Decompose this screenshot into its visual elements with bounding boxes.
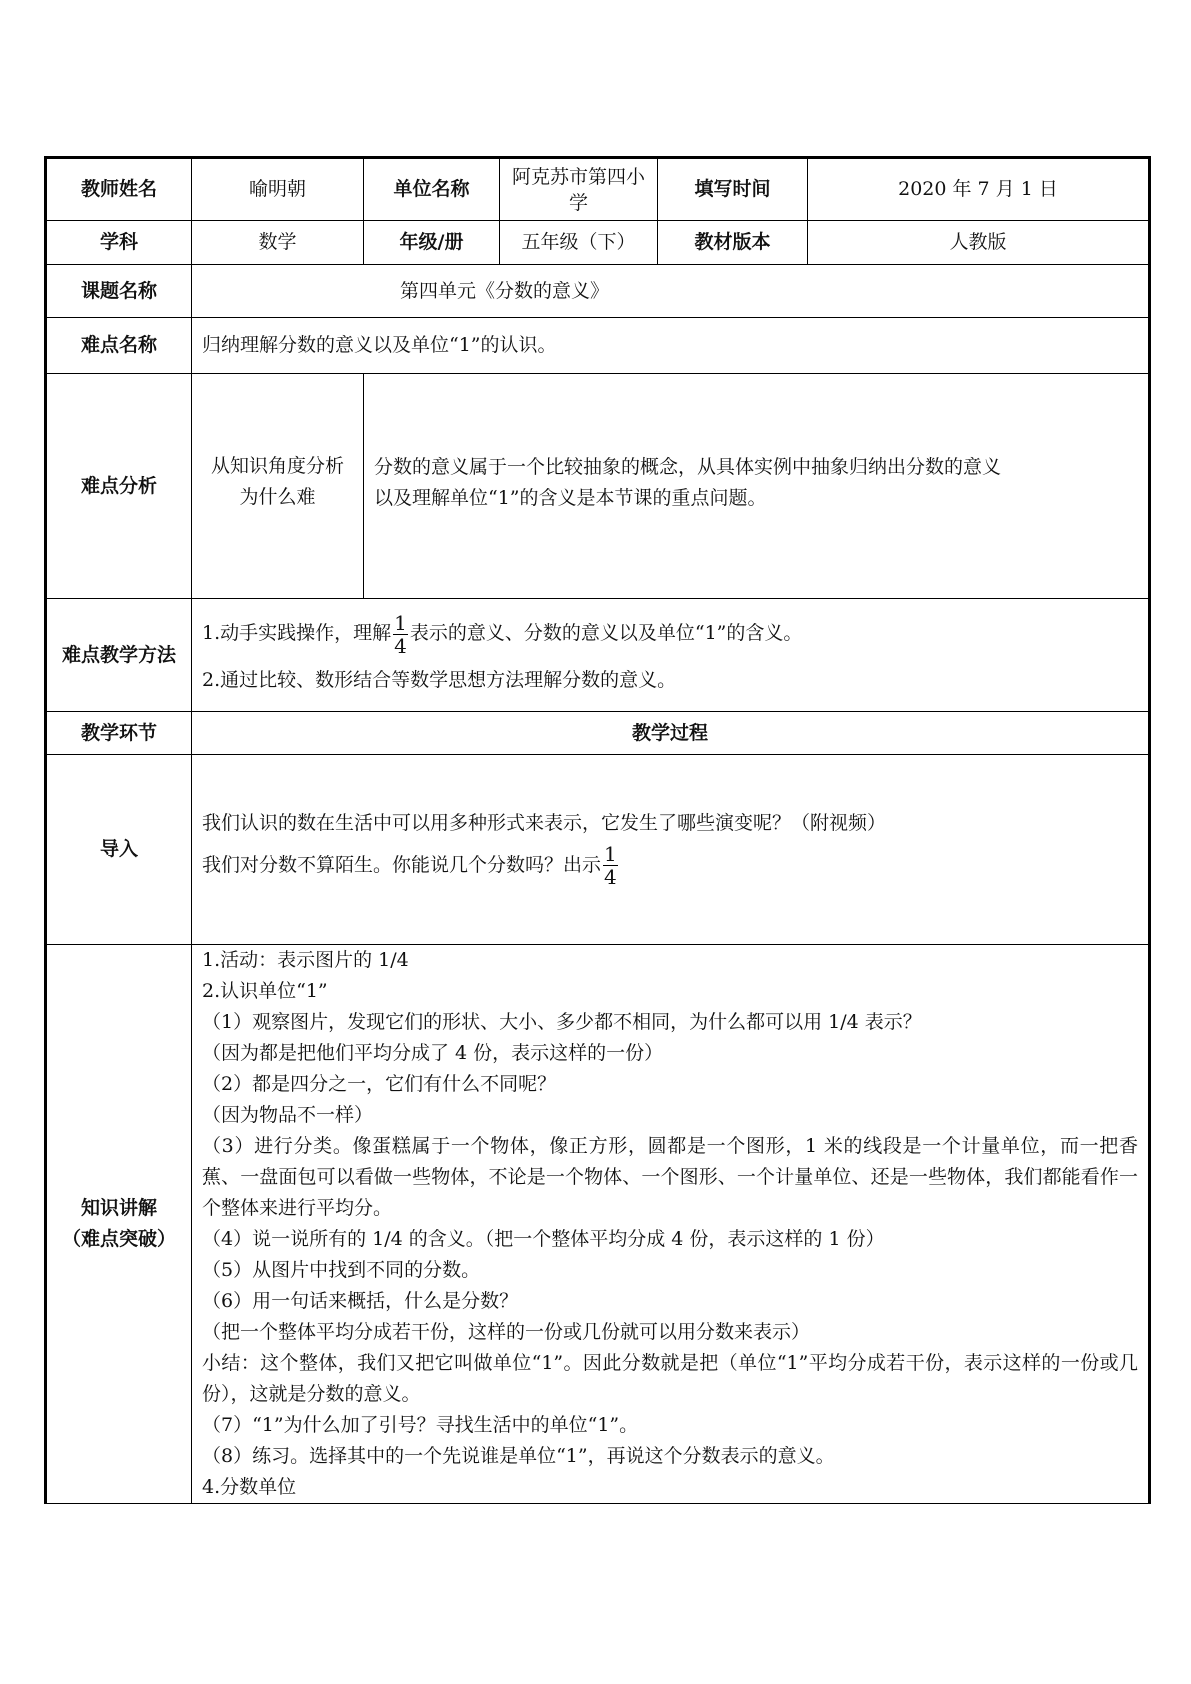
knowledge-summary: 小结：这个整体，我们又把它叫做单位“1”。因此分数就是把（单位“1”平均分成若干份，表示这样的一份或几份），这就是分数的意义。 [202,1352,1138,1405]
process-header-row [46,712,1150,755]
knowledge-line: 4.分数单位 [202,1476,297,1498]
fill-date-label: 填写时间 [658,158,808,221]
intro-row [46,755,1150,945]
knowledge-line: （因为物品不一样） [202,1104,374,1126]
knowledge-line: （7）“1”为什么加了引号？寻找生活中的单位“1”。 [202,1414,639,1436]
knowledge-label-line1: 知识讲解 [80,1197,157,1219]
analysis-sub-label [192,374,364,599]
intro-text [192,755,1150,945]
knowledge-paragraph: （3）进行分类。像蛋糕属于一个物体，像正方形，圆都是一个图形，1 米的线段是一个计量单位，而一把香蕉、一盘面包可以看做一些物体，不论是一个物体、一个图形、一个计量单位、还是一些物体，我们都能看作一个整体来进行平均分。 [202,1135,1138,1219]
header-row-1 [46,158,1150,221]
knowledge-line: （1）观察图片，发现它们的形状、大小、多少都不相同，为什么都可以用 1/4 表示？ [202,1011,922,1033]
stage-header: 教学环节 [46,712,192,755]
knowledge-line: （5）从图片中找到不同的分数。 [202,1259,481,1281]
intro-line-2-prefix: 我们对分数不算陌生。你能说几个分数吗？出示 [202,853,602,876]
intro-line-2 [202,843,1138,889]
unit-name-value [500,158,658,221]
method-item-1-prefix: 1.动手实践操作，理解 [202,622,392,644]
topic-label: 课题名称 [46,265,192,318]
knowledge-line: 1.活动：表示图片的 1/4 [202,949,409,971]
knowledge-line: 2.认识单位“1” [202,980,328,1002]
method-item-1 [202,608,1138,658]
topic-value: 第四单元《分数的意义》 [192,265,1150,318]
analysis-sub-label-line2: 为什么难 [239,486,316,508]
analysis-label: 难点分析 [46,374,192,599]
knowledge-line: （6）用一句话来概括，什么是分数？ [202,1290,519,1312]
process-header: 教学过程 [192,712,1150,755]
header-row-2 [46,221,1150,265]
analysis-sub-label-line1: 从知识角度分析 [210,455,344,477]
fraction-one-quarter [393,612,408,657]
fraction-numerator: 1 [394,610,407,635]
knowledge-line: （2）都是四分之一，它们有什么不同呢？ [202,1073,557,1095]
fill-date-value: 2020 年 7 月 1 日 [808,158,1150,221]
lesson-plan-table [44,156,1151,1504]
knowledge-label-line2: （难点突破） [61,1228,176,1250]
method-label: 难点教学方法 [46,599,192,712]
edition-value: 人教版 [808,221,1150,265]
subject-value: 数学 [192,221,364,265]
knowledge-line: （因为都是把他们平均分成了 4 份，表示这样的一份） [202,1042,664,1064]
subject-label: 学科 [46,221,192,265]
difficulty-value: 归纳理解分数的意义以及单位“1”的认识。 [192,318,1150,374]
teacher-name-value: 喻明朝 [192,158,364,221]
fraction-denominator: 4 [394,633,407,658]
fraction-denominator: 4 [604,865,617,890]
method-item-1-suffix: 表示的意义、分数的意义以及单位“1”的含义。 [409,622,803,644]
topic-row [46,265,1150,318]
knowledge-label [46,945,192,1504]
analysis-text-line1: 分数的意义属于一个比较抽象的概念，从具体实例中抽象归纳出分数的意义 [374,456,1002,478]
teacher-name-label: 教师姓名 [46,158,192,221]
edition-label: 教材版本 [658,221,808,265]
method-item-2: 2.通过比较、数形结合等数学思想方法理解分数的意义。 [202,669,677,691]
grade-label: 年级/册 [364,221,500,265]
analysis-row [46,374,1150,599]
knowledge-line: （8）练习。选择其中的一个先说谁是单位“1”，再说这个分数表示的意义。 [202,1445,835,1467]
intro-line-1: 我们认识的数在生活中可以用多种形式来表示，它发生了哪些演变呢？（附视频） [202,811,887,834]
unit-name-label: 单位名称 [364,158,500,221]
analysis-text [364,374,1150,599]
knowledge-line: （4）说一说所有的 1/4 的含义。（把一个整体平均分成 4 份，表示这样的 1 份） [202,1228,885,1250]
grade-value: 五年级（下） [500,221,658,265]
method-row [46,599,1150,712]
unit-name-line1: 阿克苏市第四小 [511,165,645,188]
knowledge-row [46,945,1150,1504]
difficulty-row [46,318,1150,374]
analysis-text-line2: 以及理解单位“1”的含义是本节课的重点问题。 [374,487,767,509]
fraction-numerator: 1 [604,842,617,867]
method-text [192,599,1150,712]
difficulty-label: 难点名称 [46,318,192,374]
knowledge-line: （把一个整体平均分成若干份，这样的一份或几份就可以用分数来表示） [202,1321,811,1343]
intro-label: 导入 [46,755,192,945]
knowledge-content [192,945,1150,1504]
unit-name-line2: 学 [568,191,588,214]
fraction-one-quarter-intro [603,843,618,888]
